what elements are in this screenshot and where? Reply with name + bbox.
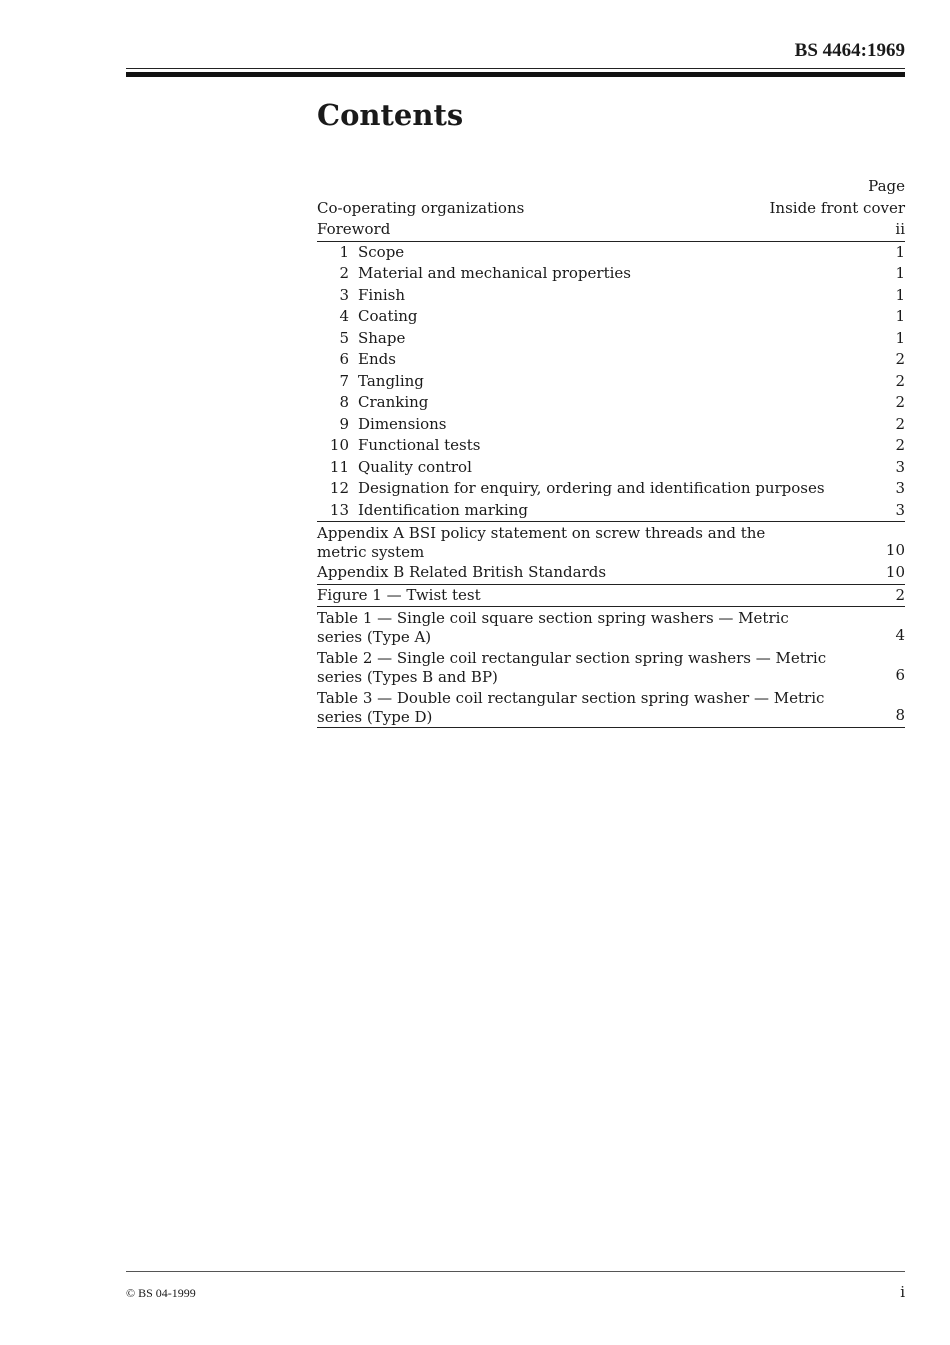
clause-page: 2 <box>895 350 905 368</box>
clause-page: 1 <box>895 242 905 261</box>
document-id: BS 4464:1969 <box>794 40 905 61</box>
toc-figure-1[interactable] <box>317 584 905 607</box>
toc-appendix-b[interactable] <box>317 562 905 584</box>
table-label-line1: Table 3 — Double coil rectangular section spring washer — Metric <box>317 689 825 707</box>
clause-label: Tangling <box>358 371 424 390</box>
page-column-heading: Page <box>868 177 905 195</box>
page-number: i <box>900 1283 905 1301</box>
clause-label: Material and mechanical properties <box>358 264 631 282</box>
table-label-line2: series (Type A) <box>317 627 432 646</box>
toc-clause-5[interactable] <box>317 328 905 350</box>
clause-number: 2 <box>339 264 349 282</box>
header-rule-thick <box>126 72 905 77</box>
toc-entry-label: Foreword <box>317 220 391 238</box>
toc-clause-9[interactable] <box>317 414 905 436</box>
clause-label: Scope <box>358 242 405 261</box>
table-label <box>317 689 885 726</box>
toc-clause-11[interactable] <box>317 457 905 479</box>
clause-number: 9 <box>339 414 349 433</box>
toc-clause-7[interactable] <box>317 371 905 393</box>
table-label-line2: series (Type D) <box>317 707 433 726</box>
header-rule-thin <box>126 68 905 69</box>
toc-table-1[interactable] <box>317 606 905 647</box>
clause-page: 3 <box>895 479 905 497</box>
clause-page: 2 <box>895 414 905 433</box>
clause-page: 3 <box>895 500 905 519</box>
clause-page: 1 <box>895 307 905 325</box>
toc-clause-1[interactable] <box>317 241 905 264</box>
table-of-contents <box>317 176 905 728</box>
clause-label: Shape <box>358 328 406 347</box>
appendix-label-line1: Appendix A BSI policy statement on screw threads and the <box>317 524 766 542</box>
copyright: © BS 04-1999 <box>126 1286 196 1300</box>
toc-end-rule <box>317 727 905 728</box>
clause-number: 3 <box>339 285 349 304</box>
toc-entry-page: Inside front cover <box>769 198 905 217</box>
clause-number: 4 <box>339 307 349 325</box>
toc-clause-13[interactable] <box>317 500 905 522</box>
clause-page: 1 <box>895 285 905 304</box>
clause-number: 13 <box>329 500 349 519</box>
toc-entry-foreword[interactable] <box>317 219 905 241</box>
clause-label: Finish <box>358 285 406 304</box>
clause-page: 2 <box>895 393 905 411</box>
toc-clause-6[interactable] <box>317 349 905 371</box>
toc-clause-4[interactable] <box>317 306 905 328</box>
table-page: 4 <box>895 625 905 644</box>
toc-entry-cooperating[interactable] <box>317 198 905 220</box>
toc-table-3[interactable] <box>317 687 905 727</box>
clause-label: Coating <box>358 307 418 325</box>
toc-clause-10[interactable] <box>317 435 905 457</box>
toc-entry-label: Co-operating organizations <box>317 198 525 217</box>
appendix-label: Appendix B Related British Standards <box>317 563 607 581</box>
clause-label: Ends <box>358 350 396 368</box>
footer-rule <box>126 1271 905 1272</box>
toc-page-heading-row <box>317 176 905 198</box>
table-page: 8 <box>895 705 905 724</box>
clause-page: 2 <box>895 371 905 390</box>
clause-number: 7 <box>339 371 349 390</box>
figure-label: Figure 1 — Twist test <box>317 585 481 604</box>
clause-number: 1 <box>339 242 349 261</box>
toc-entry-page: ii <box>895 220 905 238</box>
table-label-line1: Table 1 — Single coil square section spring washers — Metric <box>317 609 789 627</box>
appendix-label <box>317 524 876 561</box>
table-page: 6 <box>895 665 905 684</box>
clause-page: 2 <box>895 436 905 454</box>
clause-number: 12 <box>329 479 349 497</box>
toc-clause-2[interactable] <box>317 263 905 285</box>
clause-label: Cranking <box>358 393 429 411</box>
clause-label: Functional tests <box>358 436 481 454</box>
toc-table-2[interactable] <box>317 647 905 687</box>
clause-page: 1 <box>895 264 905 282</box>
toc-clause-8[interactable] <box>317 392 905 414</box>
toc-appendix-a[interactable] <box>317 521 905 562</box>
appendix-page: 10 <box>885 540 905 559</box>
clause-number: 6 <box>339 350 349 368</box>
toc-clause-12[interactable] <box>317 478 905 500</box>
clause-number: 5 <box>339 328 349 347</box>
table-label <box>317 649 885 686</box>
clause-number: 10 <box>329 436 349 454</box>
appendix-label-line2: metric system <box>317 542 425 561</box>
table-label-line1: Table 2 — Single coil rectangular section spring washers — Metric <box>317 649 827 667</box>
table-label-line2: series (Types B and BP) <box>317 667 498 686</box>
table-label <box>317 609 885 646</box>
clause-number: 8 <box>339 393 349 411</box>
figure-page: 2 <box>895 585 905 604</box>
clause-label: Designation for enquiry, ordering and identification purposes <box>358 479 825 497</box>
clause-page: 1 <box>895 328 905 347</box>
clause-label: Quality control <box>358 457 472 476</box>
clause-page: 3 <box>895 457 905 476</box>
appendix-page: 10 <box>885 563 905 581</box>
clause-label: Identification marking <box>358 500 529 519</box>
clause-number: 11 <box>329 457 349 476</box>
clause-label: Dimensions <box>358 414 447 433</box>
page-title: Contents <box>317 98 464 132</box>
toc-clause-3[interactable] <box>317 285 905 307</box>
